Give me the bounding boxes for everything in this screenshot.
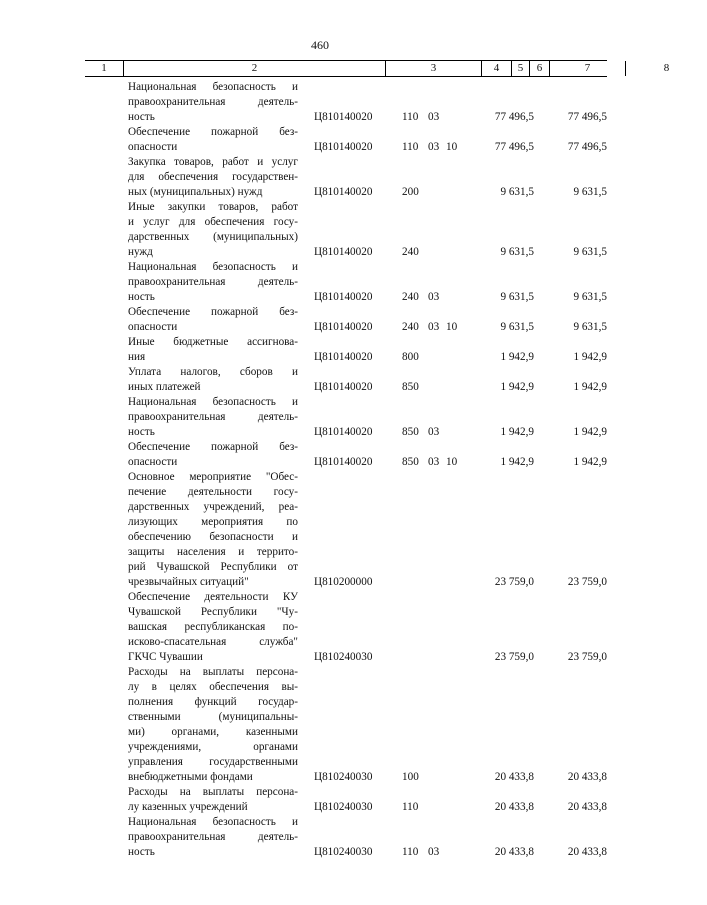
row-description (128, 470, 298, 590)
table-row (0, 125, 640, 155)
description-line: правоохранительная деятель- (128, 96, 298, 108)
row-description (128, 365, 298, 395)
description-line: Иные бюджетные ассигнова- (128, 336, 298, 348)
amount-col8: 9 631,5 (573, 186, 607, 198)
description-line: обеспечению безопасности и (128, 531, 298, 543)
target-code: Ц810140020 (314, 141, 373, 153)
description-line: Национальная безопасность и (128, 261, 298, 273)
description-line: Обеспечение пожарной без- (128, 306, 298, 318)
target-code: Ц810200000 (314, 576, 373, 588)
section: 03 (428, 111, 440, 123)
description-line: Закупка товаров, работ и услуг (128, 156, 298, 168)
row-description (128, 665, 298, 785)
amount-col7: 77 496,5 (494, 111, 534, 123)
amount-col8: 20 433,8 (567, 801, 607, 813)
expense-type: 110 (402, 801, 419, 813)
description-line: исково-спасательная служба" (128, 636, 298, 648)
section: 03 (428, 456, 440, 468)
description-line: чрезвычайных ситуаций" (128, 576, 249, 588)
amount-col8: 23 759,0 (567, 651, 607, 663)
amount-col8: 20 433,8 (567, 771, 607, 783)
amount-col8: 1 942,9 (573, 456, 607, 468)
section: 03 (428, 141, 440, 153)
subsection: 10 (446, 321, 458, 333)
amount-col7: 1 942,9 (500, 351, 534, 363)
description-line: Уплата налогов, сборов и (128, 366, 298, 378)
row-description (128, 335, 298, 365)
row-description (128, 815, 298, 860)
description-line: лу в целях обеспечения вы- (128, 681, 298, 693)
target-code: Ц810140020 (314, 111, 373, 123)
description-line: и услуг для обеспечения госу- (128, 216, 298, 228)
row-description (128, 260, 298, 305)
description-line: опасности (128, 456, 178, 468)
target-code: Ц810240030 (314, 771, 373, 783)
table-row (0, 665, 640, 785)
row-description (128, 80, 298, 125)
amount-col8: 77 496,5 (567, 111, 607, 123)
table-row (0, 365, 640, 395)
expense-type: 110 (402, 846, 419, 858)
amount-col8: 1 942,9 (573, 381, 607, 393)
description-line: ных (муниципальных) нужд (128, 186, 263, 198)
description-line: правоохранительная деятель- (128, 831, 298, 843)
target-code: Ц810240030 (314, 651, 373, 663)
header-col-8: 8 (625, 61, 707, 76)
description-line: лизующих мероприятия по (128, 516, 298, 528)
expense-type: 240 (402, 246, 419, 258)
description-line: для обеспечения государствен- (128, 171, 298, 183)
amount-col7: 9 631,5 (500, 291, 534, 303)
amount-col7: 20 433,8 (494, 771, 534, 783)
table-row (0, 815, 640, 860)
description-line: правоохранительная деятель- (128, 276, 298, 288)
row-description (128, 440, 298, 470)
table-row (0, 440, 640, 470)
target-code: Ц810140020 (314, 186, 373, 198)
description-line: ния (128, 351, 146, 363)
description-line: иных платежей (128, 381, 201, 393)
table-row (0, 260, 640, 305)
description-line: вашская республиканская по- (128, 621, 298, 633)
row-description (128, 200, 298, 260)
amount-col7: 23 759,0 (494, 576, 534, 588)
header-col-4: 4 (481, 61, 511, 76)
section: 03 (428, 291, 440, 303)
description-line: Обеспечение пожарной без- (128, 126, 298, 138)
amount-col8: 1 942,9 (573, 351, 607, 363)
amount-col7: 9 631,5 (500, 321, 534, 333)
description-line: опасности (128, 141, 178, 153)
description-line: нужд (128, 246, 153, 258)
description-line: Иные закупки товаров, работ (128, 201, 298, 213)
amount-col8: 9 631,5 (573, 321, 607, 333)
table-row (0, 200, 640, 260)
description-line: ность (128, 426, 155, 438)
row-description (128, 155, 298, 200)
table-row (0, 470, 640, 590)
amount-col7: 1 942,9 (500, 381, 534, 393)
row-description (128, 305, 298, 335)
target-code: Ц810140020 (314, 426, 373, 438)
description-line: ность (128, 291, 155, 303)
table-row (0, 395, 640, 440)
section: 03 (428, 846, 440, 858)
description-line: Национальная безопасность и (128, 816, 298, 828)
section: 03 (428, 321, 440, 333)
target-code: Ц810140020 (314, 351, 373, 363)
expense-type: 800 (402, 351, 419, 363)
table-row (0, 155, 640, 200)
amount-col8: 9 631,5 (573, 291, 607, 303)
header-col-6: 6 (529, 61, 549, 76)
description-line: ственными (муниципальны- (128, 711, 298, 723)
expense-type: 110 (402, 141, 419, 153)
description-line: полнения функций государ- (128, 696, 298, 708)
expense-type: 850 (402, 381, 419, 393)
amount-col8: 23 759,0 (567, 576, 607, 588)
target-code: Ц810240030 (314, 801, 373, 813)
description-line: дарственных учреждений, реа- (128, 501, 298, 513)
amount-col7: 1 942,9 (500, 426, 534, 438)
row-description (128, 590, 298, 665)
target-code: Ц810140020 (314, 381, 373, 393)
description-line: Основное мероприятие "Обес- (128, 471, 298, 483)
row-description (128, 785, 298, 815)
table-row (0, 785, 640, 815)
amount-col7: 20 433,8 (494, 801, 534, 813)
target-code: Ц810240030 (314, 846, 373, 858)
page-number: 460 (311, 38, 329, 52)
amount-col7: 23 759,0 (494, 651, 534, 663)
description-line: Национальная безопасность и (128, 396, 298, 408)
amount-col7: 9 631,5 (500, 246, 534, 258)
expense-type: 110 (402, 111, 419, 123)
subsection: 10 (446, 456, 458, 468)
table-row (0, 335, 640, 365)
description-line: лу казенных учреждений (128, 801, 248, 813)
amount-col8: 20 433,8 (567, 846, 607, 858)
description-line: управления государственными (128, 756, 298, 768)
amount-col7: 9 631,5 (500, 186, 534, 198)
description-line: опасности (128, 321, 178, 333)
expense-type: 850 (402, 426, 419, 438)
amount-col7: 1 942,9 (500, 456, 534, 468)
header-col-5: 5 (511, 61, 529, 76)
header-col-7: 7 (549, 61, 625, 76)
description-line: правоохранительная деятель- (128, 411, 298, 423)
description-line: защиты населения и террито- (128, 546, 298, 558)
amount-col7: 20 433,8 (494, 846, 534, 858)
subsection: 10 (446, 141, 458, 153)
description-line: учреждениями, органами (128, 741, 298, 753)
row-description (128, 395, 298, 440)
amount-col8: 77 496,5 (567, 141, 607, 153)
target-code: Ц810140020 (314, 291, 373, 303)
description-line: ми) органами, казенными (128, 726, 298, 738)
section: 03 (428, 426, 440, 438)
target-code: Ц810140020 (314, 246, 373, 258)
description-line: печение деятельности госу- (128, 486, 298, 498)
description-line: рий Чувашской Республики от (128, 561, 298, 573)
target-code: Ц810140020 (314, 456, 373, 468)
row-description (128, 125, 298, 155)
table-row (0, 305, 640, 335)
expense-type: 100 (402, 771, 419, 783)
description-line: Расходы на выплаты персона- (128, 786, 298, 798)
description-line: ГКЧС Чувашии (128, 651, 203, 663)
amount-col8: 1 942,9 (573, 426, 607, 438)
target-code: Ц810140020 (314, 321, 373, 333)
table-row (0, 590, 640, 665)
table-row (0, 80, 640, 125)
description-line: дарственных (муниципальных) (128, 231, 298, 243)
description-line: Обеспечение пожарной без- (128, 441, 298, 453)
expense-type: 850 (402, 456, 419, 468)
expense-type: 240 (402, 291, 419, 303)
header-col-2: 2 (123, 61, 385, 76)
description-line: Чувашской Республики "Чу- (128, 606, 298, 618)
description-line: Расходы на выплаты персона- (128, 666, 298, 678)
header-col-1: 1 (101, 62, 107, 74)
expense-type: 200 (402, 186, 419, 198)
description-line: ность (128, 846, 155, 858)
amount-col8: 9 631,5 (573, 246, 607, 258)
header-col-3: 3 (385, 61, 481, 76)
description-line: ность (128, 111, 155, 123)
amount-col7: 77 496,5 (494, 141, 534, 153)
expense-type: 240 (402, 321, 419, 333)
description-line: внебюджетными фондами (128, 771, 253, 783)
description-line: Обеспечение деятельности КУ (128, 591, 298, 603)
description-line: Национальная безопасность и (128, 81, 298, 93)
table-header (85, 60, 670, 77)
